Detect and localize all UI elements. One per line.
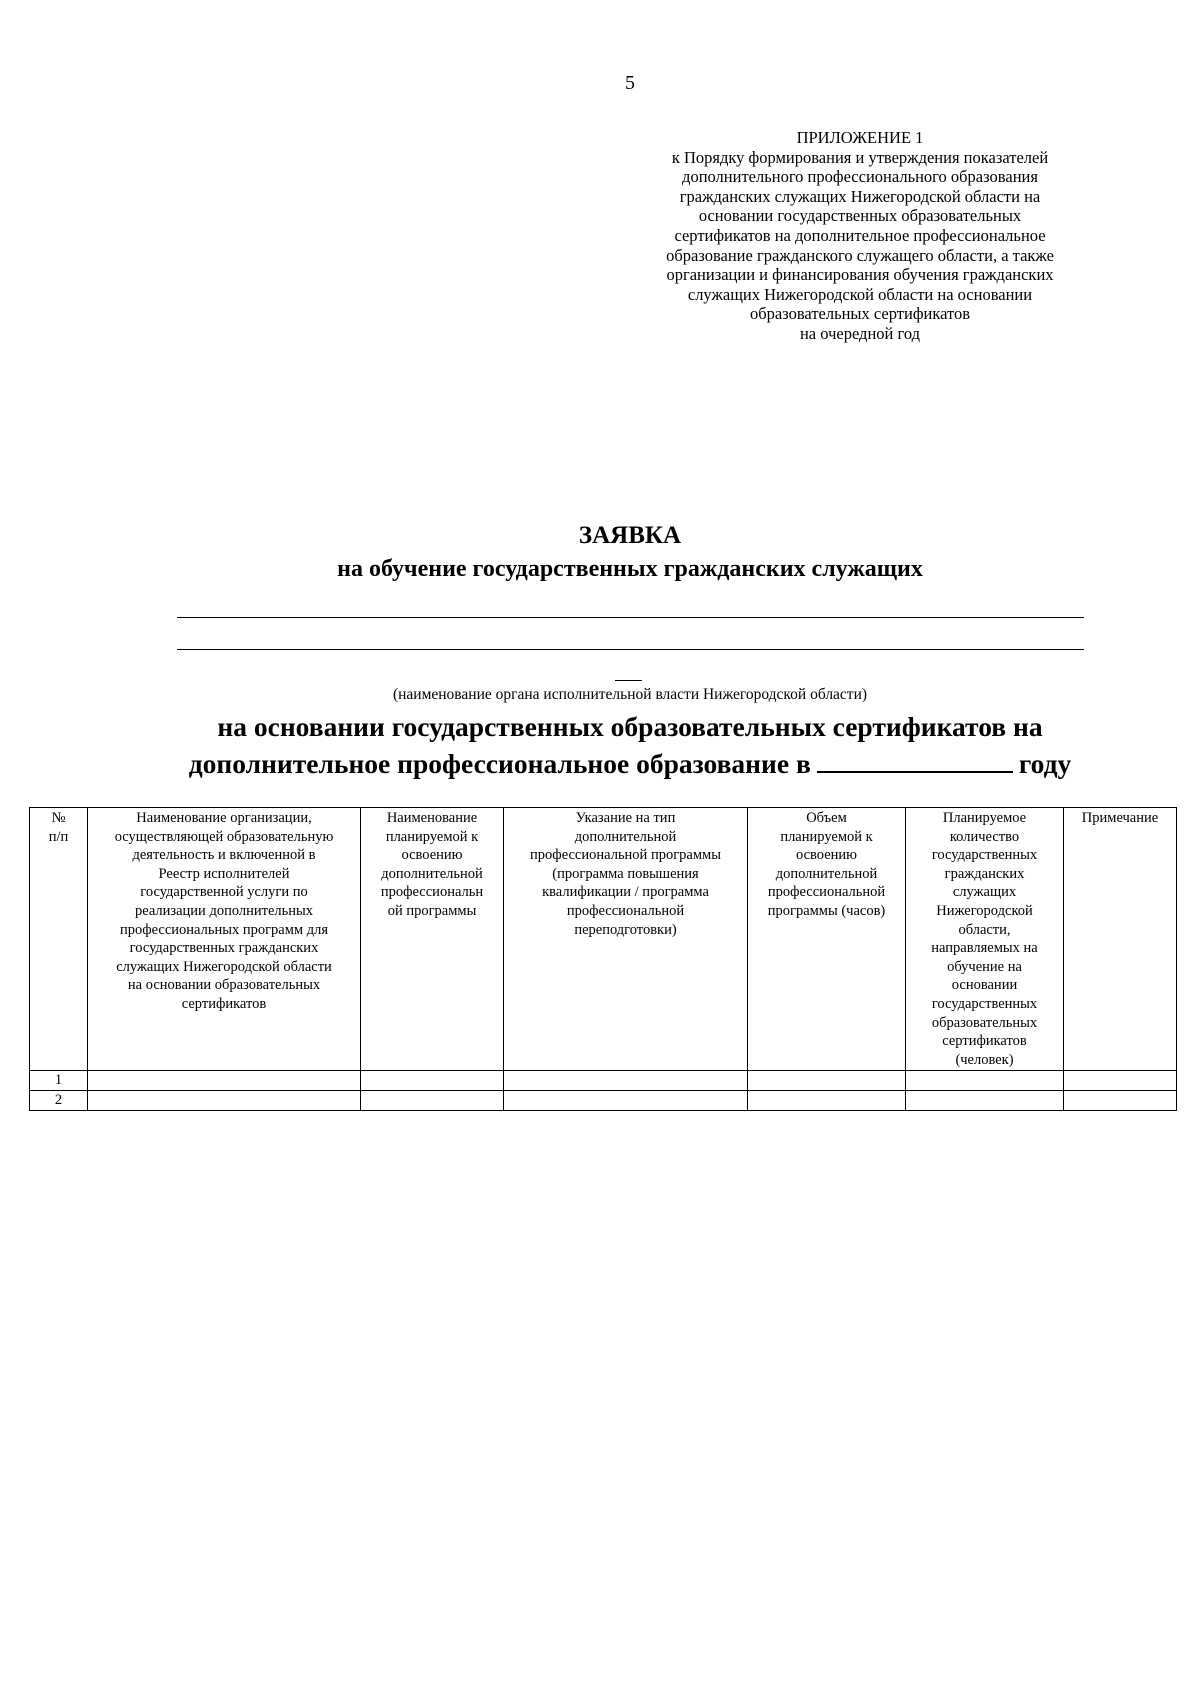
- table-row: [30, 1091, 1177, 1111]
- column-header: [88, 808, 361, 1071]
- table-cell[interactable]: [361, 1071, 504, 1091]
- column-header-line: квалификации / программа: [542, 884, 709, 901]
- column-header-line: Объем: [806, 810, 847, 826]
- row-number-cell: 1: [30, 1071, 88, 1091]
- column-header-line: служащих: [952, 884, 1017, 901]
- column-header-line: сертификатов: [942, 1033, 1027, 1050]
- form-title: ЗАЯВКА: [578, 522, 682, 549]
- table-cell[interactable]: [88, 1071, 361, 1091]
- appendix-line: сертификатов на дополнительное профессиональное: [674, 225, 1046, 245]
- appendix-heading: ПРИЛОЖЕНИЕ 1: [796, 128, 924, 147]
- column-header-line: профессиональной: [767, 884, 886, 901]
- column-header-line: №: [51, 810, 66, 826]
- basis-heading: [0, 708, 1200, 782]
- column-header-line: планируемой к: [385, 828, 479, 845]
- table-body: [30, 1071, 1177, 1111]
- column-header-line: программы (часов): [767, 902, 886, 919]
- column-header-line: профессиональной программы: [530, 847, 721, 864]
- column-header-line: государственных гражданских: [129, 940, 319, 957]
- appendix-line: служащих Нижегородской области на основании: [687, 284, 1033, 304]
- column-header-line: (программа повышения: [552, 865, 699, 882]
- appendix-line: образование гражданского служащего области, а также: [666, 245, 1054, 265]
- column-header-line: Нижегородской: [936, 902, 1033, 919]
- column-header-line: освоению: [401, 847, 463, 864]
- org-name-caption: (наименование органа исполнительной власти Нижегородской области): [392, 686, 868, 703]
- column-header-line: осуществляющей образовательную: [114, 828, 334, 845]
- basis-line-2-suffix: году: [1018, 748, 1072, 779]
- column-header-line: государственной услуги по: [140, 884, 308, 901]
- row-number-cell: 2: [30, 1091, 88, 1111]
- appendix-line: организации и финансирования обучения гражданских: [666, 265, 1054, 285]
- column-header-line: дополнительной: [775, 865, 878, 882]
- column-header-line: профессиональных программ для: [119, 921, 329, 938]
- column-header-line: деятельность и включенной в: [132, 847, 316, 864]
- table-cell[interactable]: [748, 1091, 906, 1111]
- org-name-fill-line[interactable]: [177, 617, 1084, 618]
- column-header: [1064, 808, 1177, 1071]
- basis-line-2: [0, 745, 1200, 782]
- form-subtitle: на обучение государственных гражданских служащих: [337, 556, 923, 582]
- column-header-line: ой программы: [387, 902, 477, 919]
- appendix-line: гражданских служащих Нижегородской области на: [679, 186, 1041, 206]
- table-cell[interactable]: [1064, 1071, 1177, 1091]
- column-header-line: количество: [949, 828, 1020, 845]
- column-header-line: направляемых на: [931, 940, 1038, 957]
- table-cell[interactable]: [1064, 1091, 1177, 1111]
- column-header-line: области,: [958, 921, 1011, 938]
- org-name-fill-line-short: [615, 680, 642, 681]
- column-header-line: сертификатов: [181, 995, 267, 1012]
- column-header: [361, 808, 504, 1071]
- column-header-line: профессиональной: [566, 902, 685, 919]
- page-number: 5: [625, 72, 635, 94]
- column-header-line: на основании образовательных: [127, 977, 321, 994]
- table-cell[interactable]: [748, 1071, 906, 1091]
- column-header: [504, 808, 748, 1071]
- column-header-line: планируемой к: [780, 828, 873, 845]
- column-header-line: Реестр исполнителей: [158, 865, 290, 882]
- basis-line-2-prefix: дополнительное профессиональное образование в: [188, 748, 811, 779]
- table-cell[interactable]: [361, 1091, 504, 1111]
- column-header-line: освоению: [795, 847, 857, 864]
- appendix-block: [634, 128, 1086, 344]
- basis-line-1: на основании государственных образовательных сертификатов на: [217, 711, 1043, 742]
- column-header-line: (человек): [955, 1051, 1014, 1068]
- column-header-line: государственных: [931, 995, 1038, 1012]
- column-header-line: обучение на: [947, 958, 1022, 975]
- column-header-line: служащих Нижегородской области: [116, 958, 332, 975]
- column-header: [748, 808, 906, 1071]
- column-header-line: Наименование: [386, 810, 478, 826]
- column-header-line: дополнительной: [574, 828, 677, 845]
- table-row: [30, 1071, 1177, 1091]
- year-blank-field[interactable]: [817, 749, 1013, 773]
- column-header-line: государственных: [931, 847, 1038, 864]
- appendix-line: образовательных сертификатов: [749, 304, 971, 324]
- column-header-line: Примечание: [1081, 810, 1159, 826]
- column-header: [906, 808, 1064, 1071]
- column-header-line: Указание на тип: [575, 810, 676, 826]
- org-name-fill-line[interactable]: [177, 649, 1084, 650]
- column-header-line: реализации дополнительных: [134, 902, 314, 919]
- column-header: [30, 808, 88, 1071]
- column-header-line: гражданских: [944, 865, 1025, 882]
- column-header-line: Планируемое: [942, 810, 1027, 826]
- application-table: [29, 807, 1177, 1111]
- table-cell[interactable]: [906, 1091, 1064, 1111]
- column-header-line: переподготовки): [574, 921, 677, 938]
- column-header-line: п/п: [48, 828, 69, 845]
- table-cell[interactable]: [88, 1091, 361, 1111]
- column-header-line: дополнительной: [381, 865, 483, 882]
- column-header-line: образовательных: [931, 1014, 1038, 1031]
- table-cell[interactable]: [504, 1091, 748, 1111]
- column-header-line: основании: [951, 977, 1018, 994]
- appendix-line: дополнительного профессионального образования: [682, 167, 1038, 187]
- appendix-line: основании государственных образовательных: [698, 206, 1022, 226]
- column-header-line: Наименование организации,: [136, 810, 312, 826]
- table-header-row: [30, 808, 1177, 1071]
- appendix-line: на очередной год: [799, 323, 921, 343]
- table-cell[interactable]: [504, 1071, 748, 1091]
- column-header-line: профессиональн: [380, 884, 484, 901]
- table-cell[interactable]: [906, 1071, 1064, 1091]
- appendix-line: к Порядку формирования и утверждения показателей: [671, 147, 1049, 167]
